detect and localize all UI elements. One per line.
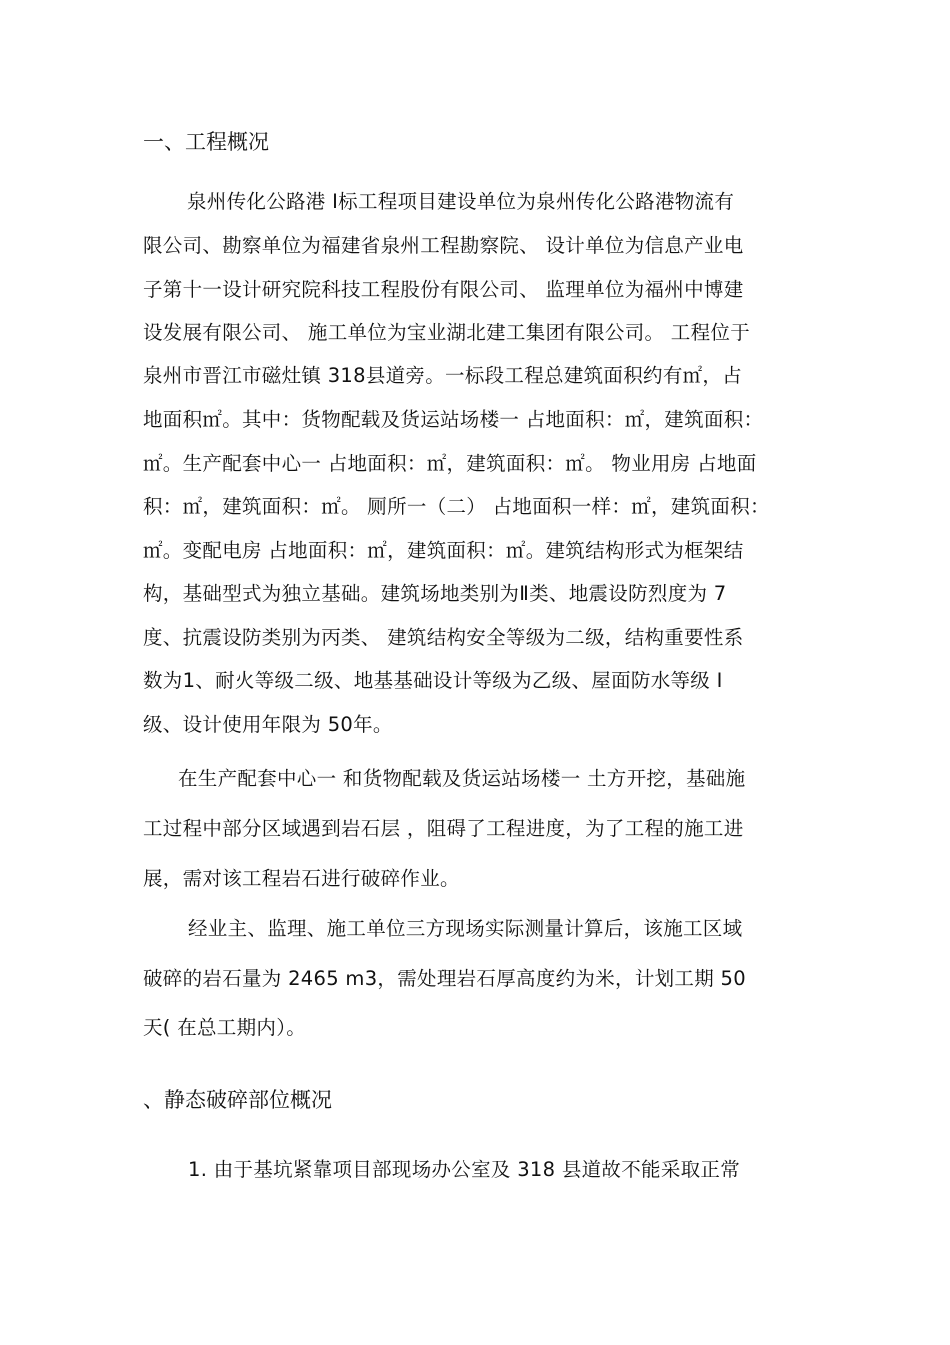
text-line: ㎡。生产配套中心一 占地面积：㎡，建筑面积：㎡。 物业用房 占地面 — [143, 452, 757, 475]
text-line: 工过程中部分区域遇到岩石层 ，阻碍了工程进度，为了工程的施工进 — [143, 817, 744, 840]
text-line: ㎡。变配电房 占地面积：㎡，建筑面积：㎡。建筑结构形式为框架结 — [143, 539, 744, 562]
section-heading-static-breaking: 、静态破碎部位概况 — [143, 1088, 332, 1112]
section-heading-overview: 一、工程概况 — [143, 130, 269, 154]
text-line: 经业主、监理、施工单位三方现场实际测量计算后，该施工区域 — [188, 917, 743, 940]
text-line: 泉州传化公路港 Ⅰ标工程项目建设单位为泉州传化公路港物流有 — [187, 190, 735, 213]
text-line: 地面积㎡。其中：货物配载及货运站场楼一 占地面积：㎡，建筑面积： — [143, 408, 764, 431]
text-line: 泉州市晋江市磁灶镇 318县道旁。一标段工程总建筑面积约有㎡，占 — [143, 364, 743, 387]
text-line: 度、抗震设防类别为丙类、 建筑结构安全等级为二级，结构重要性系 — [143, 626, 744, 649]
text-line: 子第十一设计研究院科技工程股份有限公司、 监理单位为福州中博建 — [143, 278, 744, 301]
text-line: 1. 由于基坑紧靠项目部现场办公室及 318 县道故不能采取正常 — [188, 1158, 741, 1181]
text-line: 构，基础型式为独立基础。建筑场地类别为Ⅱ类、地震设防烈度为 7 — [143, 582, 727, 605]
text-line: 设发展有限公司、 施工单位为宝业湖北建工集团有限公司。 工程位于 — [143, 321, 750, 344]
text-line: 积：㎡，建筑面积：㎡。 厕所一（二） 占地面积一样：㎡，建筑面积： — [143, 495, 770, 518]
text-line: 级、设计使用年限为 50年。 — [143, 713, 393, 736]
text-line: 限公司、勘察单位为福建省泉州工程勘察院、 设计单位为信息产业电 — [143, 234, 744, 257]
text-line: 天( 在总工期内）。 — [143, 1016, 307, 1039]
text-line: 在生产配套中心一 和货物配载及货运站场楼一 土方开挖，基础施 — [178, 767, 746, 790]
text-line: 破碎的岩石量为 2465 m3，需处理岩石厚高度约为米，计划工期 50 — [143, 967, 746, 990]
text-line: 数为1、耐火等级二级、地基基础设计等级为乙级、屋面防水等级 Ⅰ — [143, 669, 723, 692]
text-line: 展，需对该工程岩石进行破碎作业。 — [143, 867, 460, 890]
